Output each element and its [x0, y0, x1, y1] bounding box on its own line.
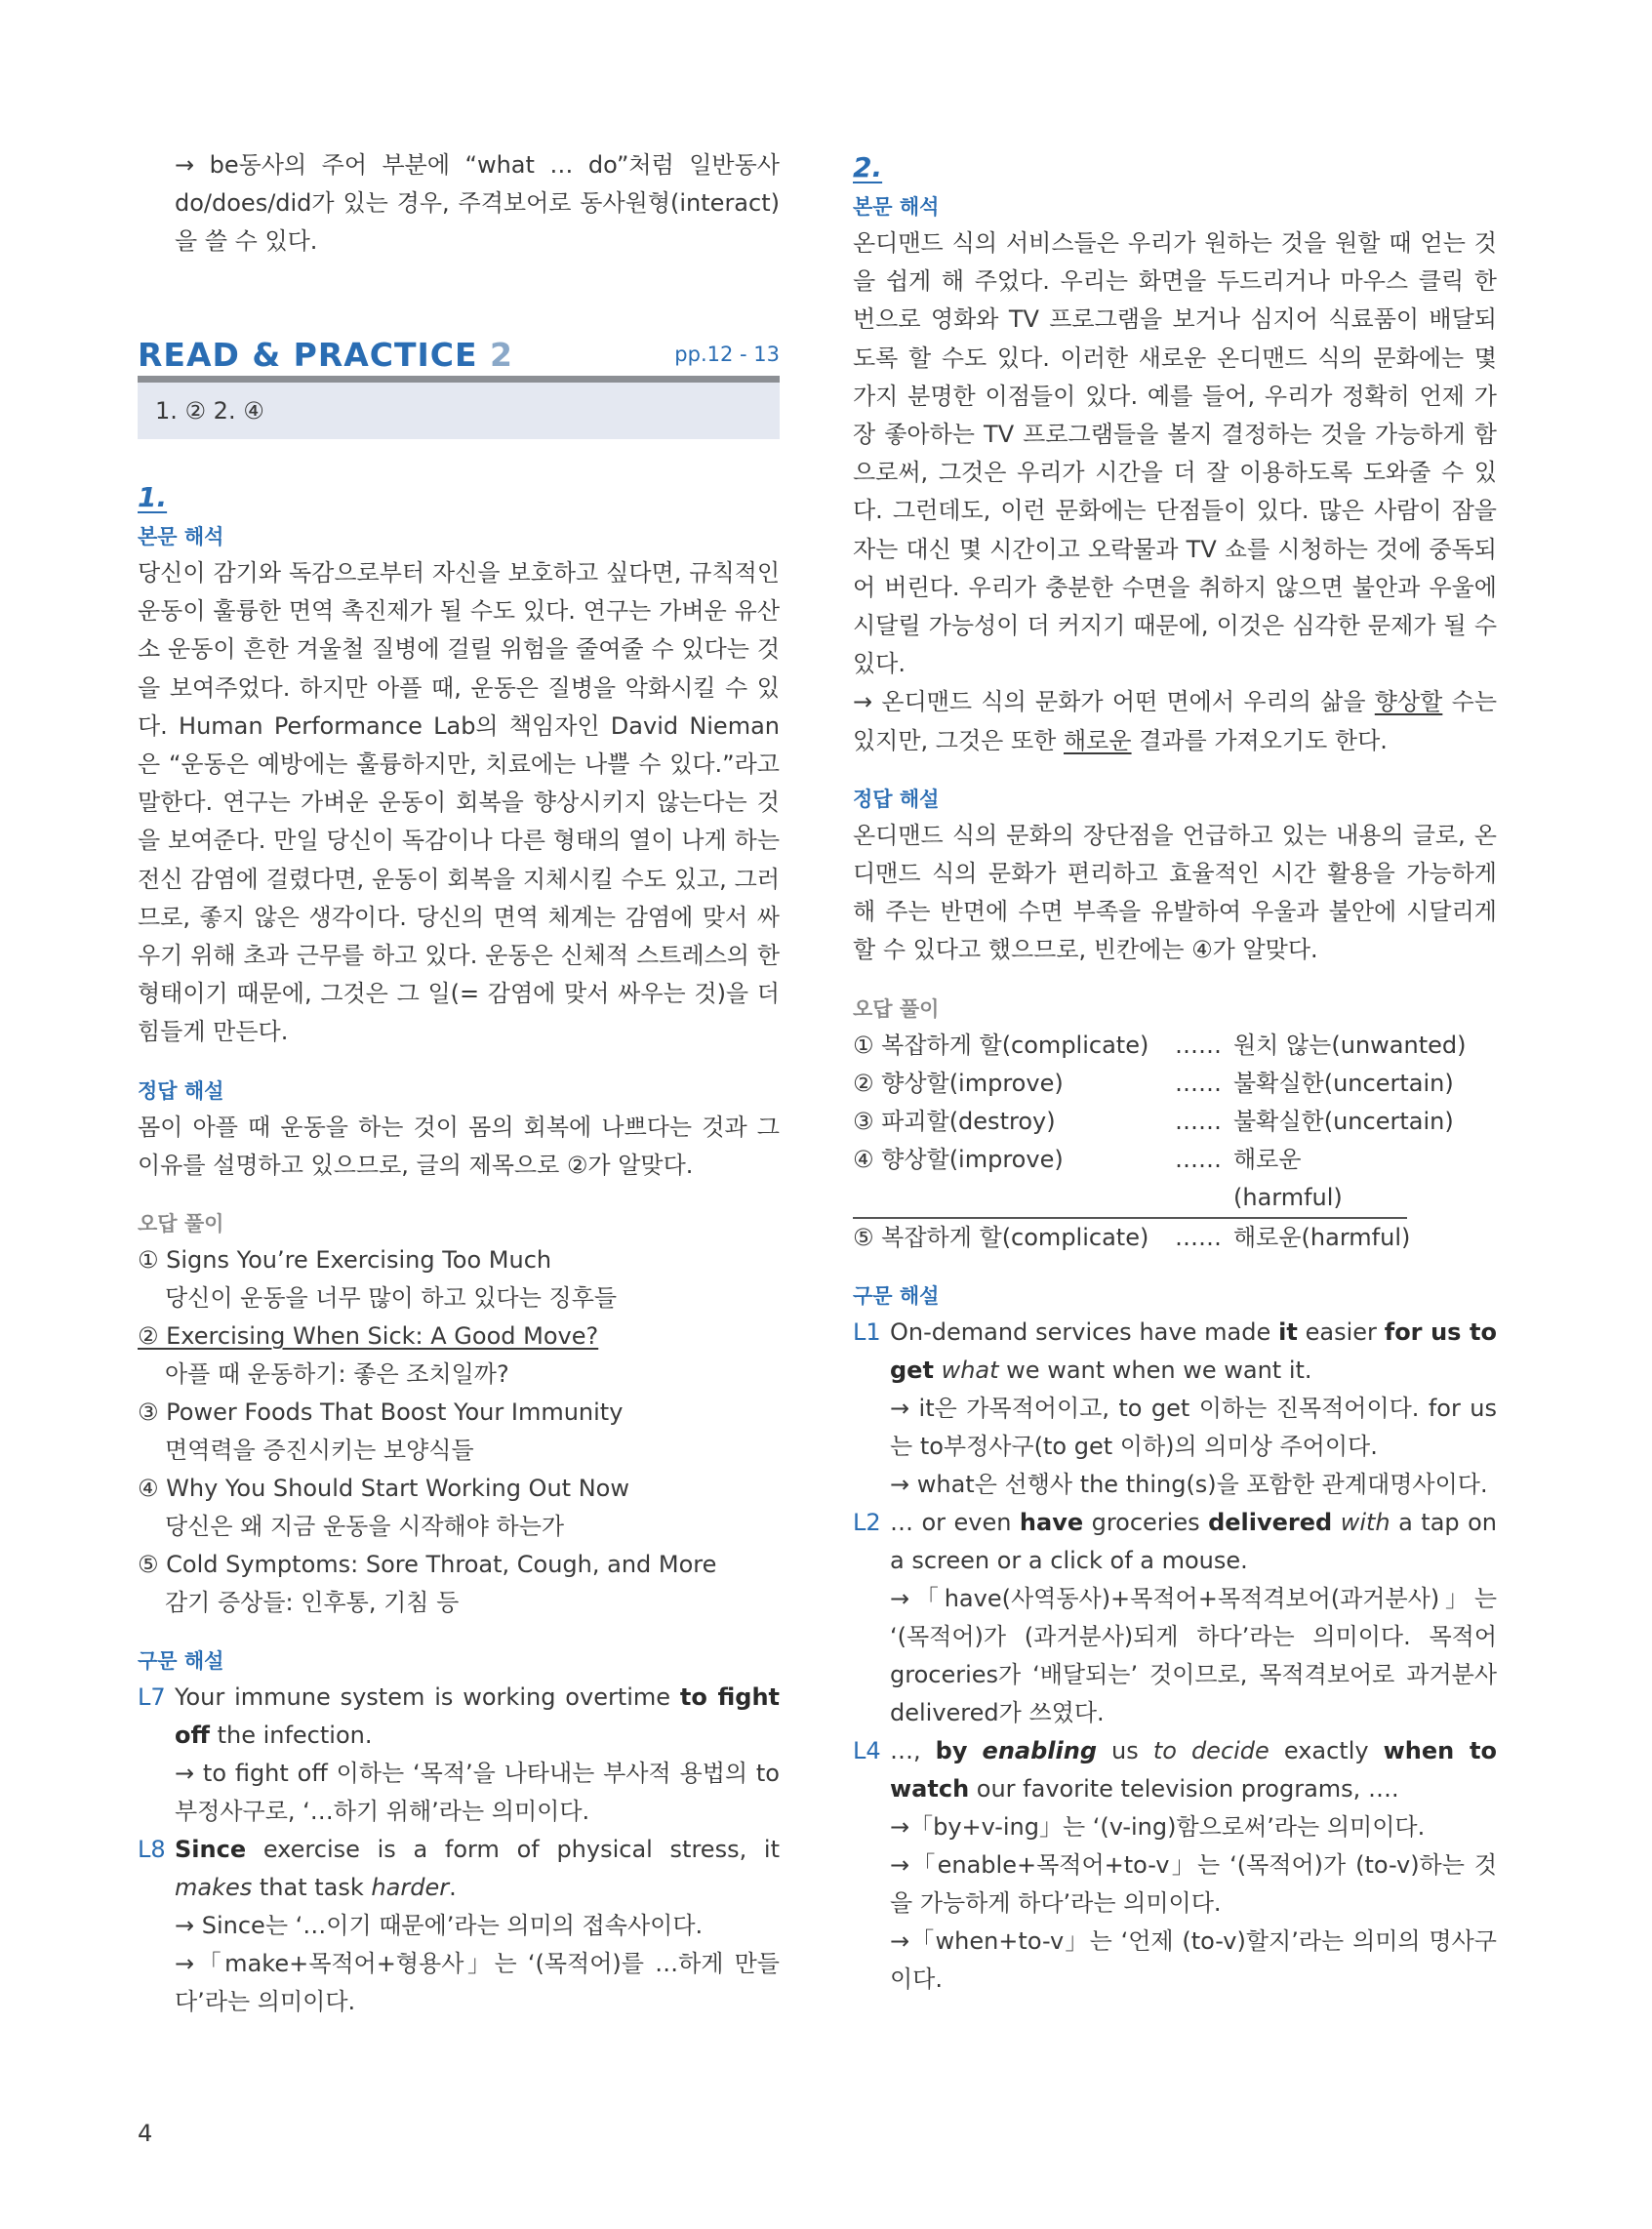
wrong-row-correct: ④ 향상할(improve) …… 해로운(harmful): [853, 1141, 1407, 1219]
option-5-en: ⑤ Cold Symptoms: Sore Throat, Cough, and More: [138, 1551, 717, 1579]
summary-note: → 온디맨드 식의 문화가 어떤 면에서 우리의 삶을 향상할 수는 있지만, 그것은 또한 해로운 결과를 가져오기도 한다.: [853, 688, 1498, 754]
answer-heading-2: 정답 해설: [853, 787, 940, 811]
syntax-item-L7: [138, 1679, 780, 1831]
syntax-sentence: On-demand services have made it easier for us to get what we want when we want it.: [890, 1317, 1497, 1384]
wrong-row: ③ 파괴할(destroy) …… 불확실한(uncertain): [853, 1107, 1454, 1135]
wrong-answers-table: [853, 1027, 1497, 1257]
wrong-answers-heading-2: 오답 풀이: [853, 996, 940, 1021]
question-2-number: 2.: [853, 151, 883, 183]
option-4-en: ④ Why You Should Start Working Out Now: [138, 1475, 629, 1503]
syntax-note: →「enable+목적어+to-v」는 ‘(목적어)가 (to-v)하는 것을 가능하게 하다’라는 의미이다.: [890, 1850, 1497, 1917]
options-list: [138, 1241, 780, 1622]
wrong-answers-heading-1: 오답 풀이: [138, 1212, 224, 1236]
option-3-en: ③ Power Foods That Boost Your Immunity: [138, 1398, 624, 1427]
left-column: [138, 146, 780, 2021]
syntax-sentence: Since exercise is a form of physical stress, it makes that task harder.: [175, 1836, 780, 1902]
syntax-item-L1: [853, 1314, 1497, 1504]
wrong-row: ⑤ 복잡하게 할(complicate) …… 해로운(harmful): [853, 1223, 1411, 1251]
syntax-note: →「when+to-v」는 ‘언제 (to-v)할지’라는 의미의 명사구이다.: [890, 1926, 1497, 1993]
syntax-item-L8: [138, 1831, 780, 2021]
answer-heading-1: 정답 해설: [138, 1078, 224, 1103]
syntax-heading-2: 구문 해설: [853, 1283, 940, 1308]
option-3-ko: 면역력을 증진시키는 보양식들: [165, 1437, 474, 1465]
translation-heading-2: 본문 해석: [853, 195, 940, 219]
option-4-ko: 당신은 왜 지금 운동을 시작해야 하는가: [165, 1513, 565, 1541]
option-2-ko: 아플 때 운동하기: 좋은 조치일까?: [165, 1360, 509, 1389]
option-1-ko: 당신이 운동을 너무 많이 하고 있다는 징후들: [165, 1284, 618, 1313]
right-column: [853, 146, 1497, 1999]
syntax-note: →「make+목적어+형용사」는 ‘(목적어)를 …하게 만들다’라는 의미이다.: [175, 1950, 780, 2016]
page-number: 4: [138, 2120, 153, 2147]
page-range: pp.12 - 13: [674, 343, 780, 366]
line-tag: L8: [138, 1836, 166, 1864]
line-tag: L1: [853, 1317, 881, 1346]
question-1-number: 1.: [138, 481, 168, 513]
section-title: READ & PRACTICE 2: [138, 336, 514, 374]
answer-key-box: 1. ② 2. ④: [138, 383, 780, 439]
read-practice-header: [138, 331, 780, 383]
syntax-heading-1: 구문 해설: [138, 1649, 224, 1674]
answer-text-2: 온디맨드 식의 문화의 장단점을 언급하고 있는 내용의 글로, 온디맨드 식의 문화가 편리하고 효율적인 시간 활용을 가능하게 해 주는 반면에 수면 부족을 유발하여 우울과 불안에 시달리게 할 수 있다고 했으므로, 빈칸에는 ④가 알맞다.: [853, 821, 1497, 964]
syntax-note: → it은 가목적어이고, to get 이하는 진목적어이다. for us는 to부정사구(to get 이하)의 의미상 주어이다.: [890, 1394, 1497, 1460]
line-tag: L7: [138, 1683, 166, 1712]
line-tag: L4: [853, 1736, 881, 1764]
translation-text-1: 당신이 감기와 독감으로부터 자신을 보호하고 싶다면, 규칙적인 운동이 훌륭한 면역 촉진제가 될 수도 있다. 연구는 가벼운 유산소 운동이 흔한 겨울철 질병에 걸릴 위험을 줄여줄 수 있다는 것을 보여주었다. 하지만 아플 때, 운동은 질병을 악화시킬 수 있다. Human Performance Lab의 책임자인 David Nieman은 “운동은 예방에는 훌륭하지만, 치료에는 나쁠 수 있다.”라고 말한다. 연구는 가벼운 운동이 회복을 향상시키지 않는다는 것을 보여준다. 만일 당신이 독감이나 다른 형태의 열이 나게 하는 전신 감염에 걸렸다면, 운동이 회복을 지체시킬 수도 있고, 그러므로, 좋지 않은 생각이다. 당신의 면역 체계는 감염에 맞서 싸우기 위해 초과 근무를 하고 있다. 운동은 신체적 스트레스의 한 형태이기 때문에, 그것은 그 일(= 감염에 맞서 싸우는 것)을 더 힘들게 만든다.: [138, 559, 780, 1046]
option-5-ko: 감기 증상들: 인후통, 기침 등: [165, 1589, 460, 1617]
syntax-note: →「have(사역동사)+목적어+목적격보어(과거분사)」는 ‘(목적어)가 (과거분사)되게 하다’라는 의미이다. 목적어 groceries가 ‘배달되는’ 것이므로, 목적격보어로 과거분사 delivered가 쓰였다.: [890, 1584, 1497, 1726]
syntax-note: → Since는 ‘…이기 때문에’라는 의미의 접속사이다.: [175, 1912, 704, 1940]
intro-note: → be동사의 주어 부분에 “what … do”처럼 일반동사 do/does/did가 있는 경우, 주격보어로 동사원형(interact)을 쓸 수 있다.: [175, 151, 780, 255]
syntax-item-L4: [853, 1732, 1497, 1999]
syntax-note: → to fight off 이하는 ‘목적’을 나타내는 부사적 용법의 to부정사구로, ‘…하기 위해’라는 의미이다.: [175, 1760, 780, 1826]
translation-heading-1: 본문 해석: [138, 525, 224, 548]
line-tag: L2: [853, 1508, 881, 1536]
syntax-sentence: … or even have groceries delivered with a tap on a screen or a click of a mouse.: [890, 1508, 1497, 1574]
translation-text-2: 온디맨드 식의 서비스들은 우리가 원하는 것을 원할 때 얻는 것을 쉽게 해 주었다. 우리는 화면을 두드리거나 마우스 클릭 한 번으로 영화와 TV 프로그램을 보거나 심지어 식료품이 배달되도록 할 수도 있다. 이러한 새로운 온디맨드 식의 문화에는 몇 가지 분명한 이점들이 있다. 예를 들어, 우리가 정확히 언제 가장 좋아하는 TV 프로그램들을 볼지 결정하는 것을 가능하게 함으로써, 그것은 우리가 시간을 더 잘 이용하도록 도와줄 수 있다. 그런데도, 이런 문화에는 단점들이 있다. 많은 사람이 잠을 자는 대신 몇 시간이고 오락물과 TV 쇼를 시청하는 것에 중독되어 버린다. 우리가 충분한 수면을 취하지 않으면 불안과 우울에 시달릴 가능성이 더 커지기 때문에, 이것은 심각한 문제가 될 수 있다.: [853, 229, 1497, 678]
option-1-en: ① Signs You’re Exercising Too Much: [138, 1246, 552, 1275]
answer-text-1: 몸이 아플 때 운동을 하는 것이 몸의 회복에 나쁘다는 것과 그 이유를 설명하고 있으므로, 글의 제목으로 ②가 알맞다.: [138, 1113, 780, 1179]
syntax-item-L2: [853, 1504, 1497, 1732]
wrong-row: ② 향상할(improve) …… 불확실한(uncertain): [853, 1069, 1454, 1097]
option-2-en: ② Exercising When Sick: A Good Move?: [138, 1322, 599, 1351]
syntax-note: →「by+v-ing」는 ‘(v-ing)함으로써’라는 의미이다.: [890, 1812, 1426, 1841]
syntax-sentence: …, by enabling us to decide exactly when to watch our favorite television programs, ….: [890, 1736, 1497, 1803]
syntax-sentence: Your immune system is working overtime to fight off the infection.: [175, 1683, 781, 1750]
syntax-note: → what은 선행사 the thing(s)을 포함한 관계대명사이다.: [890, 1470, 1488, 1498]
wrong-row: ① 복잡하게 할(complicate) …… 원치 않는(unwanted): [853, 1031, 1467, 1059]
